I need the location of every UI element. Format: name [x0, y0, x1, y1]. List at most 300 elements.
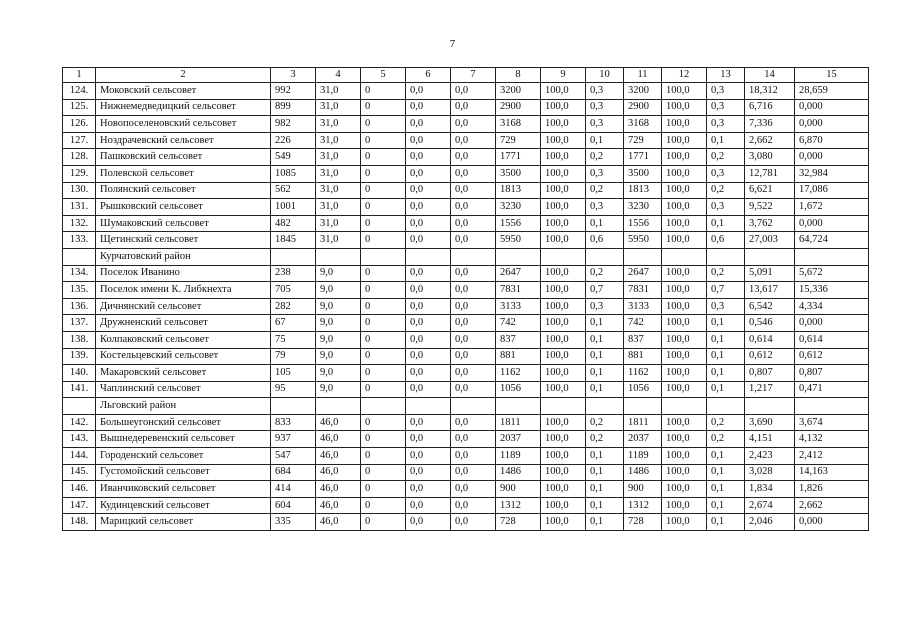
value-cell: 0: [361, 365, 406, 382]
value-cell: 1811: [496, 414, 541, 431]
value-cell: 6,621: [745, 182, 795, 199]
table-row: [63, 149, 869, 166]
value-cell: 0: [361, 514, 406, 531]
value-cell: 0: [361, 149, 406, 166]
empty-cell: [707, 398, 745, 415]
value-cell: 0,0: [406, 365, 451, 382]
value-cell: 0,0: [451, 481, 496, 498]
value-cell: 1845: [271, 232, 316, 249]
value-cell: 100,0: [541, 99, 586, 116]
value-cell: 0: [361, 481, 406, 498]
value-cell: 46,0: [316, 497, 361, 514]
value-cell: 604: [271, 497, 316, 514]
value-cell: 982: [271, 116, 316, 133]
value-cell: 100,0: [541, 348, 586, 365]
value-cell: 0,2: [707, 414, 745, 431]
value-cell: 0,1: [707, 331, 745, 348]
empty-cell: [63, 398, 96, 415]
value-cell: 0,3: [707, 99, 745, 116]
empty-cell: [624, 248, 662, 265]
value-cell: 0,0: [406, 414, 451, 431]
value-cell: 1,672: [795, 199, 869, 216]
row-number: 139.: [63, 348, 96, 365]
value-cell: 0,000: [795, 215, 869, 232]
value-cell: 0,0: [451, 116, 496, 133]
value-cell: 100,0: [662, 497, 707, 514]
value-cell: 100,0: [541, 132, 586, 149]
value-cell: 0,1: [586, 132, 624, 149]
district-name: Курчатовский район: [96, 248, 271, 265]
column-number: 6: [406, 68, 451, 83]
value-cell: 837: [496, 331, 541, 348]
column-number: 12: [662, 68, 707, 83]
table-row: [63, 182, 869, 199]
value-cell: 0: [361, 265, 406, 282]
table-row: [63, 497, 869, 514]
value-cell: 0,1: [586, 514, 624, 531]
column-number: 2: [96, 68, 271, 83]
settlement-name: Моковский сельсовет: [96, 83, 271, 100]
value-cell: 0,0: [406, 464, 451, 481]
value-cell: 100,0: [541, 215, 586, 232]
value-cell: 0,0: [406, 165, 451, 182]
value-cell: 0,2: [586, 182, 624, 199]
value-cell: 100,0: [541, 232, 586, 249]
value-cell: 0,0: [451, 381, 496, 398]
value-cell: 0,0: [406, 282, 451, 299]
column-number: 5: [361, 68, 406, 83]
settlements-table: [62, 67, 869, 531]
value-cell: 837: [624, 331, 662, 348]
table-row: [63, 298, 869, 315]
value-cell: 335: [271, 514, 316, 531]
column-number: 10: [586, 68, 624, 83]
value-cell: 2,423: [745, 448, 795, 465]
value-cell: 0,2: [707, 182, 745, 199]
value-cell: 9,0: [316, 315, 361, 332]
value-cell: 100,0: [541, 182, 586, 199]
table-row: [63, 331, 869, 348]
value-cell: 1056: [624, 381, 662, 398]
value-cell: 100,0: [541, 497, 586, 514]
value-cell: 0: [361, 282, 406, 299]
value-cell: 0,614: [795, 331, 869, 348]
value-cell: 1001: [271, 199, 316, 216]
value-cell: 0,0: [406, 348, 451, 365]
value-cell: 2900: [624, 99, 662, 116]
settlement-name: Нижнемедведицкий сельсовет: [96, 99, 271, 116]
value-cell: 3,080: [745, 149, 795, 166]
value-cell: 100,0: [541, 331, 586, 348]
empty-cell: [406, 398, 451, 415]
value-cell: 100,0: [662, 514, 707, 531]
value-cell: 0,0: [406, 215, 451, 232]
empty-cell: [451, 398, 496, 415]
value-cell: 0,1: [707, 497, 745, 514]
value-cell: 100,0: [541, 414, 586, 431]
column-number: 15: [795, 68, 869, 83]
value-cell: 0,0: [451, 414, 496, 431]
settlement-name: Ноздрачевский сельсовет: [96, 132, 271, 149]
value-cell: 100,0: [541, 282, 586, 299]
value-cell: 3,690: [745, 414, 795, 431]
empty-cell: [63, 248, 96, 265]
value-cell: 1085: [271, 165, 316, 182]
value-cell: 100,0: [662, 365, 707, 382]
value-cell: 0,1: [586, 215, 624, 232]
value-cell: 0: [361, 315, 406, 332]
value-cell: 15,336: [795, 282, 869, 299]
table-row: [63, 232, 869, 249]
value-cell: 0: [361, 414, 406, 431]
value-cell: 100,0: [541, 83, 586, 100]
value-cell: 100,0: [541, 514, 586, 531]
value-cell: 0,0: [406, 381, 451, 398]
empty-cell: [496, 398, 541, 415]
table-row: [63, 514, 869, 531]
settlement-name: Густомойский сельсовет: [96, 464, 271, 481]
row-number: 124.: [63, 83, 96, 100]
value-cell: 0,807: [745, 365, 795, 382]
value-cell: 5950: [624, 232, 662, 249]
value-cell: 0,2: [586, 414, 624, 431]
row-number: 134.: [63, 265, 96, 282]
table-row: [63, 365, 869, 382]
value-cell: 0,0: [406, 132, 451, 149]
value-cell: 9,522: [745, 199, 795, 216]
value-cell: 0,0: [451, 348, 496, 365]
value-cell: 9,0: [316, 365, 361, 382]
value-cell: 0: [361, 331, 406, 348]
row-number: 133.: [63, 232, 96, 249]
value-cell: 100,0: [662, 116, 707, 133]
value-cell: 1486: [624, 464, 662, 481]
value-cell: 31,0: [316, 199, 361, 216]
table-row: [63, 414, 869, 431]
value-cell: 0,1: [586, 365, 624, 382]
value-cell: 0,0: [406, 514, 451, 531]
value-cell: 0: [361, 165, 406, 182]
row-number: 132.: [63, 215, 96, 232]
value-cell: 100,0: [662, 149, 707, 166]
value-cell: 100,0: [662, 431, 707, 448]
value-cell: 482: [271, 215, 316, 232]
value-cell: 0,0: [406, 448, 451, 465]
value-cell: 729: [496, 132, 541, 149]
empty-cell: [271, 248, 316, 265]
table-row: [63, 99, 869, 116]
value-cell: 0,2: [586, 265, 624, 282]
value-cell: 0,3: [707, 165, 745, 182]
row-number: 145.: [63, 464, 96, 481]
value-cell: 1556: [624, 215, 662, 232]
value-cell: 0,1: [707, 464, 745, 481]
settlement-name: Марицкий сельсовет: [96, 514, 271, 531]
value-cell: 0,0: [406, 481, 451, 498]
empty-cell: [745, 398, 795, 415]
column-number-row: [63, 68, 869, 83]
value-cell: 0,0: [406, 182, 451, 199]
value-cell: 0: [361, 381, 406, 398]
value-cell: 3,028: [745, 464, 795, 481]
settlement-name: Шумаковский сельсовет: [96, 215, 271, 232]
value-cell: 100,0: [662, 298, 707, 315]
value-cell: 105: [271, 365, 316, 382]
value-cell: 2,662: [745, 132, 795, 149]
value-cell: 1,834: [745, 481, 795, 498]
row-number: 130.: [63, 182, 96, 199]
value-cell: 0: [361, 298, 406, 315]
row-number: 136.: [63, 298, 96, 315]
value-cell: 414: [271, 481, 316, 498]
value-cell: 0,1: [707, 365, 745, 382]
value-cell: 100,0: [541, 298, 586, 315]
value-cell: 4,132: [795, 431, 869, 448]
value-cell: 100,0: [541, 464, 586, 481]
value-cell: 684: [271, 464, 316, 481]
value-cell: 0,3: [707, 83, 745, 100]
value-cell: 100,0: [541, 381, 586, 398]
value-cell: 0,6: [586, 232, 624, 249]
empty-cell: [795, 398, 869, 415]
value-cell: 3133: [624, 298, 662, 315]
value-cell: 0,2: [707, 265, 745, 282]
value-cell: 549: [271, 149, 316, 166]
value-cell: 0,0: [406, 199, 451, 216]
column-number: 8: [496, 68, 541, 83]
value-cell: 0: [361, 497, 406, 514]
value-cell: 32,984: [795, 165, 869, 182]
value-cell: 0,614: [745, 331, 795, 348]
value-cell: 992: [271, 83, 316, 100]
value-cell: 0,546: [745, 315, 795, 332]
value-cell: 3,674: [795, 414, 869, 431]
value-cell: 1162: [496, 365, 541, 382]
value-cell: 100,0: [541, 315, 586, 332]
value-cell: 0,0: [451, 464, 496, 481]
settlement-name: Дружненский сельсовет: [96, 315, 271, 332]
value-cell: 1312: [624, 497, 662, 514]
value-cell: 1813: [624, 182, 662, 199]
value-cell: 0,1: [586, 331, 624, 348]
value-cell: 0,1: [586, 481, 624, 498]
value-cell: 728: [496, 514, 541, 531]
row-number: 127.: [63, 132, 96, 149]
value-cell: 100,0: [662, 331, 707, 348]
empty-cell: [496, 248, 541, 265]
value-cell: 9,0: [316, 298, 361, 315]
value-cell: 881: [624, 348, 662, 365]
value-cell: 1162: [624, 365, 662, 382]
value-cell: 46,0: [316, 448, 361, 465]
value-cell: 100,0: [662, 481, 707, 498]
value-cell: 0,0: [451, 215, 496, 232]
empty-cell: [707, 248, 745, 265]
value-cell: 2037: [624, 431, 662, 448]
value-cell: 9,0: [316, 265, 361, 282]
settlement-name: Городенский сельсовет: [96, 448, 271, 465]
value-cell: 17,086: [795, 182, 869, 199]
value-cell: 0,612: [745, 348, 795, 365]
empty-cell: [271, 398, 316, 415]
value-cell: 9,0: [316, 381, 361, 398]
value-cell: 742: [624, 315, 662, 332]
value-cell: 833: [271, 414, 316, 431]
value-cell: 0,0: [451, 514, 496, 531]
value-cell: 3,762: [745, 215, 795, 232]
value-cell: 0,0: [451, 99, 496, 116]
value-cell: 2,412: [795, 448, 869, 465]
value-cell: 0: [361, 431, 406, 448]
value-cell: 0,3: [586, 165, 624, 182]
value-cell: 0,0: [451, 265, 496, 282]
value-cell: 0,3: [586, 199, 624, 216]
value-cell: 2,662: [795, 497, 869, 514]
value-cell: 2647: [624, 265, 662, 282]
value-cell: 100,0: [541, 165, 586, 182]
value-cell: 0: [361, 132, 406, 149]
value-cell: 0,0: [451, 497, 496, 514]
value-cell: 100,0: [662, 83, 707, 100]
value-cell: 100,0: [541, 431, 586, 448]
value-cell: 282: [271, 298, 316, 315]
value-cell: 0,2: [707, 431, 745, 448]
district-name: Льговский район: [96, 398, 271, 415]
value-cell: 75: [271, 331, 316, 348]
value-cell: 0,3: [586, 116, 624, 133]
value-cell: 0,1: [586, 381, 624, 398]
column-number: 3: [271, 68, 316, 83]
value-cell: 1312: [496, 497, 541, 514]
value-cell: 0,0: [406, 431, 451, 448]
row-number: 137.: [63, 315, 96, 332]
value-cell: 28,659: [795, 83, 869, 100]
column-number: 13: [707, 68, 745, 83]
value-cell: 0,000: [795, 514, 869, 531]
value-cell: 0,1: [707, 381, 745, 398]
value-cell: 100,0: [662, 165, 707, 182]
settlement-name: Полянский сельсовет: [96, 182, 271, 199]
value-cell: 46,0: [316, 414, 361, 431]
row-number: 126.: [63, 116, 96, 133]
value-cell: 100,0: [541, 199, 586, 216]
settlement-name: Вышнедеревенский сельсовет: [96, 431, 271, 448]
value-cell: 100,0: [662, 348, 707, 365]
value-cell: 46,0: [316, 464, 361, 481]
row-number: 144.: [63, 448, 96, 465]
value-cell: 95: [271, 381, 316, 398]
value-cell: 0,3: [586, 298, 624, 315]
settlement-name: Иванчиковский сельсовет: [96, 481, 271, 498]
value-cell: 18,312: [745, 83, 795, 100]
row-number: 131.: [63, 199, 96, 216]
table-row: [63, 315, 869, 332]
row-number: 138.: [63, 331, 96, 348]
value-cell: 100,0: [662, 414, 707, 431]
value-cell: 0,0: [406, 99, 451, 116]
empty-cell: [795, 248, 869, 265]
value-cell: 100,0: [541, 481, 586, 498]
value-cell: 0,000: [795, 315, 869, 332]
value-cell: 0,1: [586, 448, 624, 465]
row-number: 128.: [63, 149, 96, 166]
table-row: [63, 348, 869, 365]
value-cell: 5950: [496, 232, 541, 249]
value-cell: 3500: [624, 165, 662, 182]
table-row: [63, 282, 869, 299]
page-number: 7: [449, 38, 456, 50]
value-cell: 1189: [624, 448, 662, 465]
value-cell: 0,2: [586, 149, 624, 166]
value-cell: 1,826: [795, 481, 869, 498]
value-cell: 0,1: [707, 132, 745, 149]
value-cell: 5,672: [795, 265, 869, 282]
value-cell: 899: [271, 99, 316, 116]
column-number: 9: [541, 68, 586, 83]
value-cell: 100,0: [662, 199, 707, 216]
value-cell: 31,0: [316, 132, 361, 149]
value-cell: 2037: [496, 431, 541, 448]
settlement-name: Щетинский сельсовет: [96, 232, 271, 249]
table-row: [63, 165, 869, 182]
value-cell: 1771: [496, 149, 541, 166]
value-cell: 0,0: [406, 265, 451, 282]
empty-cell: [541, 248, 586, 265]
column-number: 4: [316, 68, 361, 83]
value-cell: 13,617: [745, 282, 795, 299]
table-row: [63, 215, 869, 232]
value-cell: 0: [361, 464, 406, 481]
row-number: 146.: [63, 481, 96, 498]
value-cell: 6,870: [795, 132, 869, 149]
settlement-name: Поселок Иванино: [96, 265, 271, 282]
settlement-name: Новопоселеновский сельсовет: [96, 116, 271, 133]
empty-cell: [662, 398, 707, 415]
column-number: 11: [624, 68, 662, 83]
value-cell: 1056: [496, 381, 541, 398]
value-cell: 100,0: [541, 365, 586, 382]
row-number: 142.: [63, 414, 96, 431]
value-cell: 0,0: [451, 165, 496, 182]
column-number: 1: [63, 68, 96, 83]
value-cell: 31,0: [316, 215, 361, 232]
district-header-row: [63, 398, 869, 415]
value-cell: 0,0: [406, 232, 451, 249]
value-cell: 7831: [624, 282, 662, 299]
value-cell: 0,0: [406, 331, 451, 348]
value-cell: 0,612: [795, 348, 869, 365]
value-cell: 881: [496, 348, 541, 365]
value-cell: 0: [361, 448, 406, 465]
table-row: [63, 381, 869, 398]
settlement-name: Макаровский сельсовет: [96, 365, 271, 382]
value-cell: 1,217: [745, 381, 795, 398]
value-cell: 0,471: [795, 381, 869, 398]
value-cell: 0,0: [451, 431, 496, 448]
column-number: 7: [451, 68, 496, 83]
table-row: [63, 464, 869, 481]
value-cell: 0,0: [406, 497, 451, 514]
value-cell: 100,0: [541, 116, 586, 133]
row-number: 143.: [63, 431, 96, 448]
value-cell: 3200: [496, 83, 541, 100]
empty-cell: [316, 248, 361, 265]
value-cell: 547: [271, 448, 316, 465]
value-cell: 705: [271, 282, 316, 299]
value-cell: 0,3: [707, 298, 745, 315]
value-cell: 0,1: [586, 464, 624, 481]
table-body: [63, 68, 869, 531]
